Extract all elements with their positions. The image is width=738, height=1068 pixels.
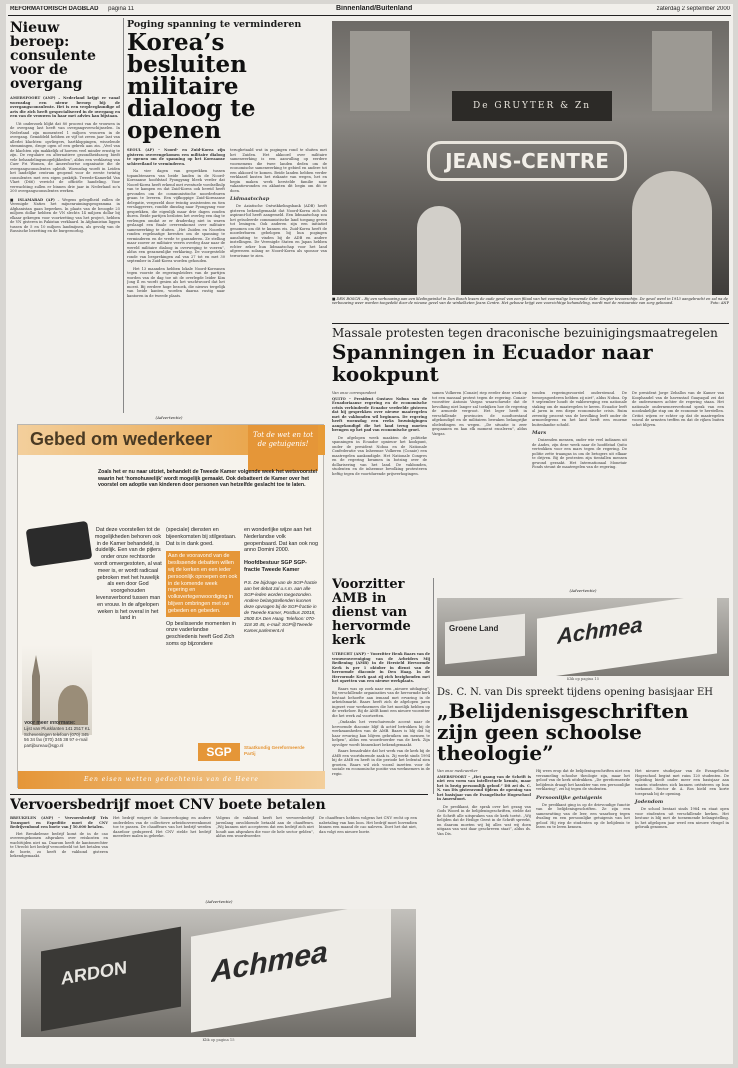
ad3-sign2: Achmea — [211, 935, 328, 989]
facade-sign-jeans: JEANS-CENTRE — [427, 141, 627, 181]
photo-caption — [332, 297, 729, 319]
korea-kicker: Poging spanning te verminderen — [127, 19, 302, 30]
amb-body2: „Ondanks het verschuivende accent naar de hervormde diaconie blijf ik actief betrokken bij de werkzaamheden van de AMB. Baars is blij dat hij haar ervaring kan blijven gebruiken om mensen te helpen”, aldus een woordvoerder van de kerk. Zijn opvolger wordt binnenkort bekendgemaakt. — [332, 720, 430, 747]
brief-body: – Wegens gelegdheid zullen de Verenigde Naties het mijnenruimingsprogramma in Afghanistan gaan beperken. In plaats van de beoogde 25 miljoen dollar hebben de VN slechts 14 miljoen dollar bij elkaar gekregen voor voortzetting van het project, hebben de VN gisteren in Pakistan verklaard. In Afghanistan liggen tussen de 5 en 10 miljoen landmijnen, als gevolg van de Russische bezetting en de burgeroorlog. — [10, 197, 120, 233]
window-left — [350, 31, 410, 111]
beroep-body: Uit onderzoek blijkt dat 80 procent van de vrouwen in de overgang last heeft van overgangsverschijnselen. In Nederland zijn momenteel 1 miljoen vrouwen in de overgang. Gemiddeld hebben ze vijf tot zeven jaar last van allerlei klachten: opvliegers, hartkloppingen, wisselende stemmingen, droge ogen of een gebrek aan zin. „Veel van de klachten zijn makkelijk of hoeven veel minder ernstig te zijn. De regulaire en alternatieve gezondheidszorg biedt vele behandelingsmogelijkheden”, aldus een verklaring van Cuer Fri Women, de Amersfoortse organisatie die de overgangsconsulentes opleidt. Woensdag wordt in Leiden het landelijke centrum geopend voor de eerste twintig consulentes met een eigen praktijk. Tweede-Kamerlid Van Vlaet (D66) verricht de officiële handeling. Voor verwachting zullen er binnen drie jaar in Nederland zo’n 200 overgangsconsulentes werken. — [10, 121, 120, 193]
page-number: pagina 11 — [108, 6, 135, 12]
article-ecuador — [332, 326, 729, 574]
cnv-body4: De chauffeurs hebben volgens het CNV recht op een nabetaling van hun loon. Het bedrijf moet bovendien binnen een maand de cao naleven. Doet het dat niet, dan volgt een nieuwe boete. — [319, 816, 417, 834]
ecuador-byline: Van onze correspondent — [332, 391, 377, 395]
korea-subhead: Lidmaatschap — [230, 196, 270, 202]
church-tower — [32, 655, 40, 725]
caption-text: ■ DEN BOSCH – Bij een verbouwing aan een kledingwinkel in Den Bosch kwam de oude gevel van een filiaal van het voormalige beroemde Gebr. Gruyter tevoorschijn. De gevel werd in 1913 aangebracht en zal na de verbouwing weer worden toegedekt door de nieuwe gevel van de winkelketen Jeans Centre. Het gebouw krijgt een voorzichtige behandeling, wordt met de restauratie van zorg gebouwd. — [332, 297, 728, 306]
ecuador-body2: samen Volkeren (Conaie) riep eerder deze week op tot een massaal protest tegen de regering. Conaie-voorzitter Antonio Vargas waarschuwde dat de bevolking niet langer zal toekijken hoe de regering de armoede vergroot. Het leger heeft in verschillende provincies de noodtoestand afgekondigd en de militairen bewaken belangrijke olieleidingen en wegen. „De situatie is zeer gespannen en kan elk moment escaleren”, aldus Vargas. — [432, 391, 527, 436]
beroep-title: Nieuw beroep: consulente voor de overgang — [10, 21, 96, 92]
window-right — [652, 31, 712, 111]
ecuador-body1: De afgelopen week maakten de politieke spanningen in Ecuador opnieuw het kookpunt, onder de president Noboa en de Nationale Confederatie van Inheemse Volkeren (Conaie) een maatregelen aankondigde. Het Nationale Congres en de regering kwamen in botsing over de dollarisering van het land. De vakbonden, studenten en de inheemse bevolking protesteren heftig tegen de voortdurende prijsverhogingen. — [332, 435, 427, 476]
ad-footer: Een eisen wetten gedachtenis van de Heere — [18, 771, 325, 789]
ad-info-title: Voor meer informatie: — [24, 721, 76, 726]
ad-col2 — [166, 527, 240, 767]
truck1-label: Groene Land — [449, 624, 499, 633]
amb-lead: UTRECHT (ANP) – Voorzitter Henk Baars van de vrouwenvereniging van de Arbeiders Mij Bediening (AMB) in de Hersteld Hervormde Kerk is per 1 oktober in dienst van de hervormde diaconie in Den Haag. In de Hervormde Kerk gaat zij zich bezighouden met het opzetten van een nieuwe werkplaats. — [332, 652, 430, 683]
cnv-body2: Het bedrijf weigert de loonsverhoging en andere onderdelen van de collectieve arbeidsovereenkomst toe te passen. De chauffeurs van het bedrijf werden daardoor gedupeerd. Het CNV stelde het bedrijf meerdere malen in gebreke. — [113, 816, 211, 838]
photo-jeans-centre — [332, 21, 729, 295]
ad-col3 — [244, 527, 320, 737]
ad2-photo[interactable] — [437, 598, 729, 676]
article-beroep — [10, 21, 120, 406]
cnv-body3: Volgens de vakbond heeft het vervoersbedrijf jarenlang onvoldoende betaald aan de chauffeurs. „Wij kunnen niet accepteren dat een bedrijf zich niet houdt aan afspraken die voor de hele sector gelden”, aldus een woordvoerder. — [216, 816, 314, 838]
ad3-caption: Klik op pagina 15 — [202, 1038, 235, 1042]
vandis-subhead2: Jodendom — [635, 799, 664, 805]
truck2-label: Achmea — [557, 611, 643, 649]
caption-credit: Foto: ANP — [710, 301, 729, 306]
ecuador-body4: Duizenden mensen, onder wie veel indianen uit de Andes, zijn deze week naar de hoofdstad Quito vertrokken voor een mars tegen de regering. De politie zette traangas in om de betogers uit elkaar te drijven. Bij de protesten zijn tientallen mensen gewond geraakt. Het Internationaal Monetair Fonds steunt de maatregelen van de regering. — [532, 438, 627, 469]
article-vandis — [437, 687, 729, 1062]
ad3-photo[interactable] — [21, 909, 416, 1037]
facade-sign-old: De GRUYTER & Zn — [452, 91, 612, 121]
vandis-lead: AMERSFOORT – „Het gaang van de Schrift is niet een vorm van intellectuele kennis, maar het is bezig persoonlijk geloof.” Dit zei ds. C. N. van Dis gisteravond tijdens de opening van het basisjaar van de Evangelische Hogeschool in Amersfoort. — [437, 774, 531, 801]
column-rule — [123, 18, 124, 413]
korea-body1: Na vier dagen van gesprekken tussen topambtenaren van beide landen in de Noord-Koreaanse hoofdstad Pyongyang bleek verder dat Noord-Korea heeft erkend met eventuele voedselhulp van te kampen en dat Zuid-Korea ook bereid heeft gevonden om de communistische noorderburen graan te leveren. Een vijfkoppige Zuid-Koreaanse delegatie, vergezeld door twintig assistenten en tien verslaggevers, rondde dinsdag naar Pyongyang voor gesprekken, die eigenlijk maar drie dagen zouden duren. Beide partijen besloten het overleg een dag te verlengen omdat ze er draderdag niet in waren geslaagd een finale overeenkomst over militaire samenwerking te sluiten. „Het Zuiden en Noorden ronden regelmatige kwesties om de spanning te verminderen en de vrede te garanderen. Ze stelling maar zoover ze militaire veerts overleg daar naar de wereld militaire dialoog in overweging te voeren”, aldus een gezamenlijke verklaring. De voorgestelde ronde van besprekingen zal van 27 tot en met 30 september in Zuid-Korea worden gehouden. — [127, 169, 225, 263]
vandis-body1: De predikant, die sprak over het gezag van Gods Woord in de belijdenisgeschriften, stelde dat de Schrift alle uitspraken van de kerk toetst. „Wij belijden dat de Heilige Geest in de Schrift spreekt, en daarom moeten wij bij alles wat wij doen uitgaan van wat daar geschreven staat”, aldus ds. Van Dis. — [437, 804, 531, 836]
bible-book-image — [26, 521, 93, 567]
section-name: Binnenland/Buitenland — [336, 5, 413, 12]
cnv-title: Vervoersbedrijf moet CNV boete betalen — [10, 797, 326, 813]
ad-label: (Advertentie) — [155, 415, 183, 420]
sgp-logo-sub: Staatkundig Gereformeerde Partij — [244, 745, 305, 756]
amb-body1: Baars was op zoek naar een „nieuwe uitdaging”. Bij verschillende organisaties van de hervormde kerk bestaat behoefte aan iemand met ervaring in de arbeidsmarkt. Baars heeft zich de afgelopen jaren ingezet voor werknemers die het moeilijk hebben op de werkvloer. Bij de AMB komt een nieuwe voorzitter die het werk zal voortzetten. — [332, 686, 430, 718]
vandis-body5: De school bestaat sinds 1984 en staat open voor studenten uit verschillende kerken. Het bestuur is blij met de toenemende belangstelling. In het afgelopen jaar werd een nieuwe vleugel in gebruik genomen. — [635, 807, 729, 829]
ad-headline: Gebed om wederkeer — [30, 429, 213, 449]
person-right — [632, 171, 712, 295]
ad-col3-b: Hoofdbestuur SGP SGP-fractie Tweede Kamer — [244, 560, 307, 573]
article-cnv — [10, 797, 428, 897]
column-rule — [433, 578, 434, 794]
person-left — [417, 206, 461, 295]
korea-body4: De Aziatische Ontwikkelingsbank (ADB) heeft gisteren bekendgemaakt dat Noord-Korea zich als aspirant-lid heeft aangemeld. Een lidmaatschap zou het geïsoleerde communistische land toegang geven tot leningen. Ook anderen zijn een initiatief genomen om dit te kunnen eis. Zuid-Korea heeft de noorderburen gebelopen bij hun pogingen aansluiting te vinden bij de ADB en andere instellingen. De Verenigde Staten en Japan hebben echter zeker hun lidmaatschap voor het land afgewezen zolang ze Noord-Korea als sponsor van terrorisme te zien. — [230, 204, 327, 258]
ad-info-text: Lijst van Plusklanten 141 2517 KL Scheveningen telefoon (070) 345 56 34 fax (070) 345 38 97 e-mail partijbureau@sgp.nl — [24, 726, 90, 748]
vandis-body2: Hij wees erop dat de belijdenisgeschriften niet een verzameling schoolse theologie zijn, maar het geloof van de kerk uitdrukken. „De gereformeerde belijdenis draagt het karakter van een persoonlijke verklaring”, zei hij tegen de studenten. — [536, 769, 630, 791]
ecuador-kicker: Massale protesten tegen draconische bezuinigingsmaatregelen — [332, 326, 718, 340]
article-amb — [332, 578, 430, 792]
ad3-label: (Advertentie) — [205, 899, 233, 904]
ad-col3-a: en wonderlijke wijze aan het Nederlandse volk geopenbaard. Dat kan ook nog anno Domini 2000. — [244, 527, 319, 554]
ecuador-lead: QUITO – President Gustavo Noboa van de Ecuadoriaanse regering en de economische crisis verhinderde Ecuador verdeelde gisteren dat hij gesprekken over nieuwe maatregelen met de vakbonden wil beginnen. De regering heeft woensdag een reeks bezuinigingen aangekondigd die het land terug moeten brengen op het pad van economische groei. — [332, 396, 427, 432]
ad3-sign1: ARDON — [61, 957, 127, 989]
cnv-lead: BREUKELEN (ANP) – Vervoersbedrijf Tris Transport en Expeditie moet de CNV Bedrijvenbond een boete van ƒ 50.000 betalen. — [10, 816, 108, 829]
rule — [332, 323, 729, 324]
church-dome — [58, 685, 88, 725]
article-korea — [127, 19, 327, 411]
ad-col2-b: Aan de vooravond van de beslissende debatten willen wij de kerken en een ieder persoonlijk oproepen om ook in de komende week regering en volksvertegenwoordiging in blijven ombringen met uw gebeden en gebeden. — [166, 551, 240, 616]
korea-body2: Het 13 maanden hebben lokale Noord-Koreanen tegen voorste de regeringsleiders van de partijen worden van de dag toe uit de overlegde leider Kim Jong Il en wordt gesien als het wachtwoord dat het moest. Bij eerdere hoge bezoek, die nieuws tergelijk van beide kanten, worden daarna rustig naar kantoren in de tweede plaats. — [127, 266, 225, 298]
korea-body3: terugbetaald wat in pogingen rond te sluiten met het Zuiden. Het akkoord over militaire samenwerking is een aanvulling op eerdere voornemens die twee landen deden om de economische samenwerking te gebied en andere tot een akkoord te komen. Beide landen hebben verder verklaard kusten het riskante van wegen, het en begin maken werk herstelde familie naar vakantiewonden en aklanten dit begin om dit te doen. — [230, 148, 327, 193]
vandis-body4: Het nieuwe studiejaar van de Evangelische Hogeschool begint met ruim 120 studenten. De opleiding biedt onder meer een basisjaar aan waarin studenten zich kunnen oriënteren op hun toekomst. Rector dr. A. Ros hield een korte toespraak bij de opening. — [635, 769, 729, 796]
korea-title: Korea’s besluiten militaire dialoog te openen — [127, 29, 256, 144]
ecuador-subhead: Mars — [532, 430, 547, 436]
paper-name: REFORMATORISCH DAGBLAD — [10, 6, 99, 12]
ad-col2-a: (speciale) diensten en bijeenkomsten bij stilgestaan. Dat is in dank goed. — [166, 527, 237, 547]
vandis-body3: De predikant ging in op de drievoudige functie van de belijdenisgeschriften. Ze zijn een samenvatting van de leer, een waarborg tegen dwaling en een persoonlijke getuigenis van het geloof. Hij riep de studenten op de belijdenis te lezen en te leren kennen. — [536, 802, 630, 829]
rule — [10, 794, 428, 795]
ad2-caption: Klik op pagina 15 — [567, 677, 599, 681]
ecuador-body3: vonden regeringsvoorstel ondersteund. De beroepsgoederen hebben zij niet”, aldus Noboa. Op 9 september houdt de vakbeweging een nationale staking om de maatregelen te keren. Ecuador leeft al jaren in een diepe economische crisis. Ruim zeventig procent van de bevolking leeft onder de armoedegrens en het land heeft een enorme buitenlandse schuld. — [532, 391, 627, 427]
newspaper-page — [6, 4, 733, 1064]
page-date: zaterdag 2 september 2000 — [656, 6, 730, 12]
beroep-lead: AMERSFOORT (ANP) – Nederland krijgt er vanaf woensdag een nieuw beroep bij: de overgangsconsulente. Het is een verpleegkundige of arts die zich heeft gespecialiseerd in de overgang en een van de vrouwen in haar met advies kan bijstaan. — [10, 96, 120, 118]
ad-info — [24, 721, 94, 767]
amb-title: Voorzitter AMB in dienst van hervormde kerk — [332, 578, 411, 648]
korea-lead: SEOUL (AP) – Noord- en Zuid-Korea zijn gisteren overeengekomen een militaire dialoog te openen om de spanning op het Koreaanse schiereiland te verminderen. — [127, 148, 225, 166]
vandis-byline: Van onze medewerker — [437, 769, 478, 773]
sgp-logo: SGP — [198, 743, 240, 761]
ad-col2-c: Op beslissende momenten in onze vaderlandse geschiedenis heeft God Zich soms op bijzondere — [166, 620, 236, 647]
cnv-body1: Het Breukelense bedrijf komt de in de cao overeengekomen afspraken over reiskosten en wachttijden niet na. Daarom heeft de kantonrechter te Utrecht het bedrijf veroordeeld tot het betalen van de boete, zo heeft de vakbond gisteren bekendgemaakt. — [10, 831, 108, 858]
ad-col1: Dat deze voorstellen tot de mogelijkheden behoren ook in de Kamer behandeld, is duidelijk. Een van de pijlers onder onze rechtsorde wordt omvergestoten, al wat meer is, er wordt radicaal gebroken met het huwelijk als een door God voorgehouden levensverbond tussen man en vrouw. In de afgelopen weken is het overal in het land in — [94, 527, 162, 622]
brief-dateline: ■ ISLAMABAD (AP) — [10, 197, 55, 202]
sgp-advertisement[interactable] — [17, 424, 324, 788]
vandis-title: „Belijdenisgeschriften zijn geen schoolse theologie” — [437, 699, 689, 765]
ad-badge: Tot de wet en tot de getuigenis! — [248, 425, 318, 471]
header-rule — [8, 15, 731, 16]
ecuador-body5: De president Jorge Zeballos van de Kamer van Koophandel van de havenstad Guayaquil zei dat de ondernemers achter de regering staan. Het nationale ondernemersverbond sprak van een noodzakelijke stap om de economie te herstellen. Critici wijzen er echter op dat de maatregelen vooral de armsten treffen en dat de rijken buiten schot blijven. — [632, 391, 724, 427]
ad-intro: Zoals het er nu naar uitziet, behandelt de Tweede Kamer volgende week het wetsvoorstel waarin het ‘homohuwelijk’ wordt mogelijk gemaakt. Ook debatteert de Kamer over het voorstel om adoptie van kinderen door personen van hetzelfde geslacht toe te laten. — [98, 469, 317, 489]
ad2-label: (Advertentie) — [569, 588, 597, 593]
vandis-kicker: Ds. C. N. van Dis spreekt tijdens opening basisjaar EH — [437, 687, 714, 698]
amb-body3: Baars benadrukte dat het werk van de kerk bij de AMB een voortdurende zaak is. Zij werkt sinds 1994 bij de AMB en heeft in die periode het ledental zien groeien. Baars wil zich vooral inzetten voor de sociale en economische positie van werknemers in de regio. — [332, 749, 430, 776]
truck-groene-land — [445, 614, 525, 664]
vandis-subhead: Persoonlijke getuigenis — [536, 794, 603, 801]
ad-col3-c: P.S. De bijdrage van de SGP-fractie aan het debat zal u.s.m. aan alle SGP-leden worden toegezonden. Andere belangstellenden kunnen deze opvragen bij de SGP-fractie in de Tweede Kamer, Postbus 20018, 2500 EA Den Haag. Telefoon: 070-318 30 45, e-mail: SGP@Tweede Kamer.parlement.nl — [244, 579, 317, 633]
ecuador-title: Spanningen in Ecuador naar kookpunt — [332, 340, 653, 386]
